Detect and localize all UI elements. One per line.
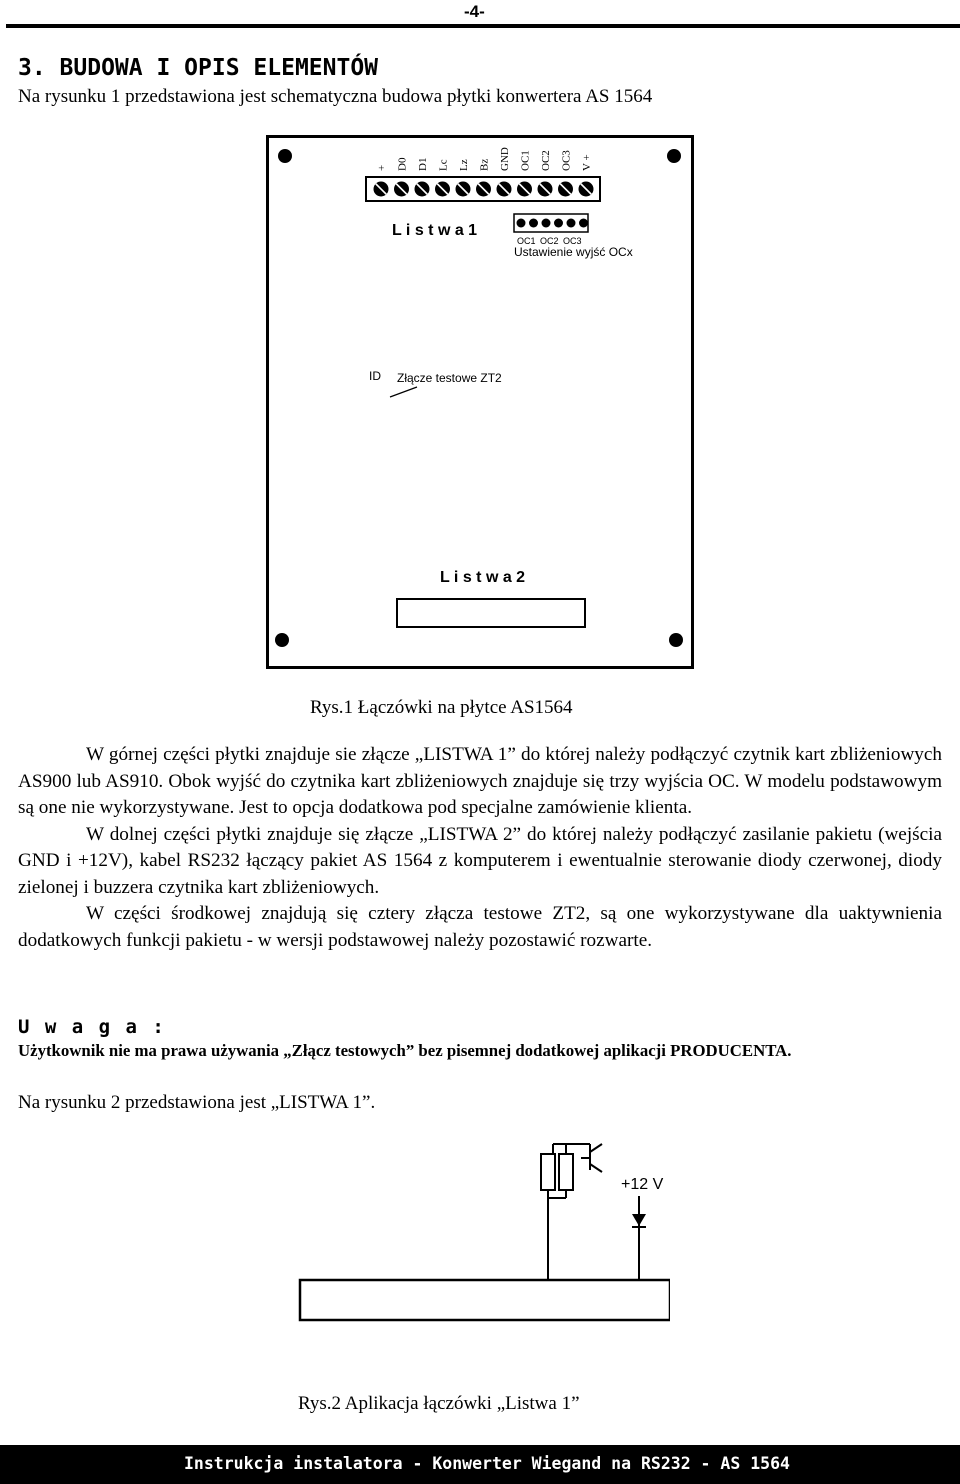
footer-text: Instrukcja instalatora - Konwerter Wiegand na RS232 - AS 1564 — [184, 1454, 790, 1473]
zt2-label: Złącze testowe ZT2 — [397, 371, 502, 385]
mount-hole — [669, 633, 683, 647]
body-text — [18, 742, 942, 954]
id-label: ID — [369, 369, 381, 383]
figure2-intro: Na rysunku 2 przedstawiona jest „LISTWA 1”. — [18, 1092, 376, 1113]
figure2-schematic — [290, 1130, 670, 1370]
footer-bar — [0, 1445, 960, 1484]
uwaga-title: U w a g a : — [18, 1016, 166, 1038]
diode-icon — [632, 1214, 646, 1226]
listwa1-pin-label: + — [376, 164, 388, 171]
oc-label-1: OC1 — [517, 236, 536, 246]
listwa1-pin-label: Lz — [458, 159, 470, 171]
jumper-pin — [529, 219, 538, 228]
oc-label-3: OC3 — [563, 236, 582, 246]
jumper-pin — [567, 219, 576, 228]
listwa1-label: L i s t w a 1 — [392, 222, 478, 239]
warning-text: Użytkownik nie ma prawa używania „Złącz testowych” bez pisemnej dodatkowej aplikacji PRODUCENTA. — [18, 1041, 792, 1060]
listwa1-pin-label: D0 — [396, 157, 409, 171]
listwa1-pin-label: OC1 — [519, 150, 532, 171]
figure2-caption: Rys.2 Aplikacja łączówki „Listwa 1” — [298, 1393, 580, 1414]
jumper-pin — [579, 219, 588, 228]
page-number: -4- — [464, 2, 485, 21]
section-title: 3. BUDOWA I OPIS ELEMENTÓW — [18, 55, 379, 81]
jumper-pin — [542, 219, 551, 228]
listwa1-pin-label: OC3 — [560, 150, 573, 171]
listwa1-pin-label: OC2 — [540, 150, 552, 171]
oc-setting-label: Ustawienie wyjść OCx — [514, 245, 633, 259]
mount-hole — [275, 633, 289, 647]
jumper-pin — [554, 219, 563, 228]
top-rule — [6, 24, 960, 28]
listwa1-connector-large — [300, 1280, 670, 1320]
mount-hole — [667, 149, 681, 163]
listwa1-pin-label: Bz — [478, 158, 491, 171]
paragraph-2: W dolnej części płytki znajduje się złącze „LISTWA 2” do której należy podłączyć zasilanie pakietu (wejścia GND i +12V), kabel RS232 łączący pakiet AS 1564 z komputerem i ewentualnie sterowanie diody czerwonej, diody zielonej i buzzera czytnika kart zbliżeniowych. — [18, 823, 942, 898]
intro-text: Na rysunku 1 przedstawiona jest schematyczna budowa płytki konwertera AS 1564 — [18, 86, 653, 107]
resistor-2 — [559, 1154, 573, 1190]
mount-hole — [278, 149, 292, 163]
listwa1-pin-label: V + — [581, 154, 593, 171]
voltage-label: +12 V — [621, 1176, 664, 1193]
paragraph-3: W części środkowej znajdują się cztery złącza testowe ZT2, są one wykorzystywane dla uaktywnienia dodatkowych funkcji pakietu - w wersji podstawowej należy pozostawić rozwarte. — [18, 903, 942, 951]
figure1-caption: Rys.1 Łączówki na płytce AS1564 — [310, 697, 573, 718]
listwa1-pin-label: Lc — [437, 159, 450, 171]
listwa1-pin-label: D1 — [417, 157, 429, 171]
listwa2-label: L i s t w a 2 — [440, 569, 526, 586]
listwa1-pin-label: GND — [499, 147, 511, 171]
board-schematic — [266, 135, 694, 669]
paragraph-1: W górnej części płytki znajduje sie złącze „LISTWA 1” do której należy podłączyć czytnik kart zbliżeniowych AS900 lub AS910. Obok wyjść do czytnika kart zbliżeniowych znajduje się trzy wyjścia OC. W modelu podstawowym są one nie wykorzystywane. Jest to opcja dodatkowa pod specjalne zamówienie klienta. — [18, 744, 942, 818]
listwa2-connector — [397, 599, 585, 627]
jumper-pin — [517, 219, 526, 228]
oc-label-2: OC2 — [540, 236, 559, 246]
resistor-1 — [541, 1154, 555, 1190]
